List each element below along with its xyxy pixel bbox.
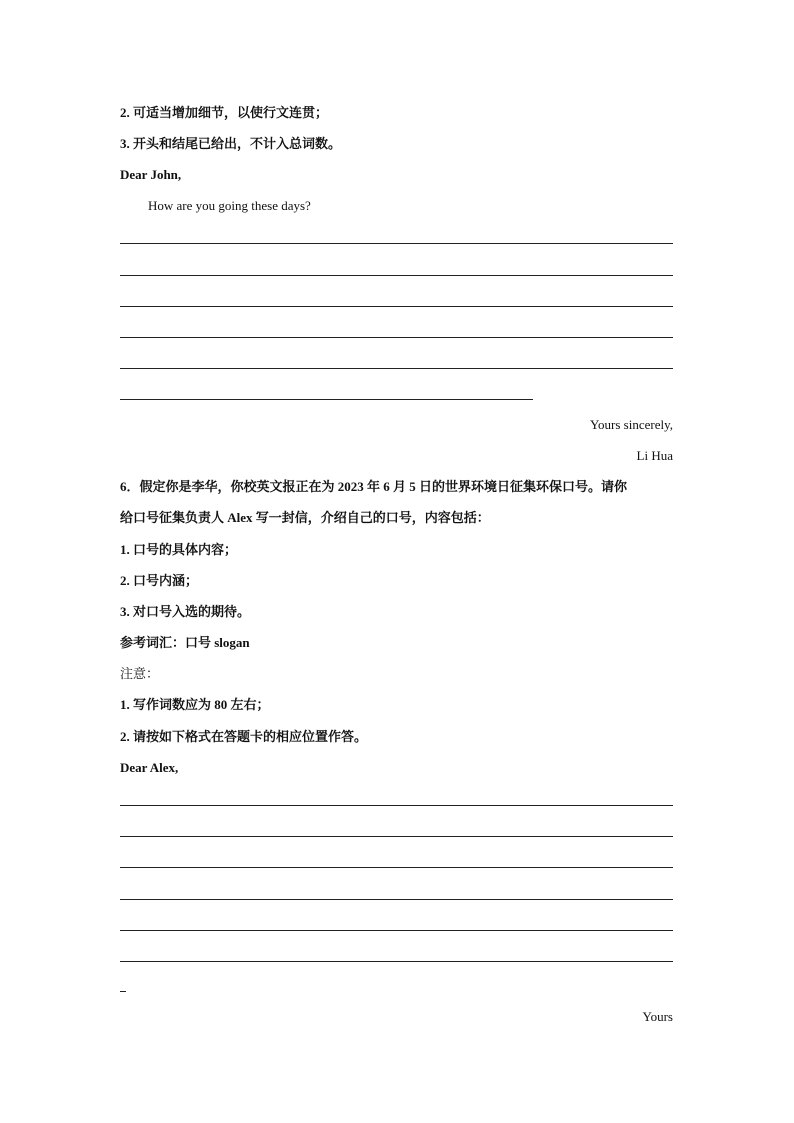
q5-writing-line <box>120 306 673 307</box>
q6-point-3: 3. 对口号入选的期待。 <box>120 604 251 619</box>
q6-writing-line <box>120 805 673 806</box>
q5-writing-line-short <box>120 399 533 400</box>
q5-writing-line <box>120 337 673 338</box>
q6-notice-label: 注意： <box>120 666 160 681</box>
q6-point-1: 1. 口号的具体内容； <box>120 542 238 557</box>
q6-notice-2: 2. 请按如下格式在答题卡的相应位置作答。 <box>120 729 368 744</box>
q5-salutation: Dear John, <box>120 167 182 182</box>
q6-point-2: 2. 口号内涵； <box>120 573 199 588</box>
q6-salutation: Dear Alex, <box>120 760 179 775</box>
q6-writing-line <box>120 836 673 837</box>
q5-signature: Li Hua <box>636 448 673 463</box>
q6-underscore-mark <box>120 991 126 992</box>
q6-closing: Yours <box>642 1009 673 1024</box>
q6-writing-line <box>120 899 673 900</box>
q5-opening-sentence: How are you going these days? <box>148 198 311 213</box>
q6-prompt-line-1: 6．假定你是李华，你校英文报正在为 2023 年 6 月 5 日的世界环境日征集环保口号。请你 <box>120 479 628 494</box>
q6-vocabulary: 参考词汇：口号 slogan <box>120 635 250 650</box>
q6-notice-1: 1. 写作词数应为 80 左右； <box>120 697 270 712</box>
q6-writing-line <box>120 961 673 962</box>
q5-writing-line <box>120 275 673 276</box>
q6-writing-line <box>120 867 673 868</box>
q5-writing-line <box>120 243 673 244</box>
q6-prompt-line-2: 给口号征集负责人 Alex 写一封信，介绍自己的口号，内容包括： <box>120 510 490 525</box>
q5-requirement-2: 2. 可适当增加细节，以使行文连贯； <box>120 105 329 120</box>
q5-writing-line <box>120 368 673 369</box>
q5-closing: Yours sincerely, <box>589 417 673 432</box>
q6-writing-line <box>120 930 673 931</box>
q5-requirement-3: 3. 开头和结尾已给出，不计入总词数。 <box>120 136 342 151</box>
